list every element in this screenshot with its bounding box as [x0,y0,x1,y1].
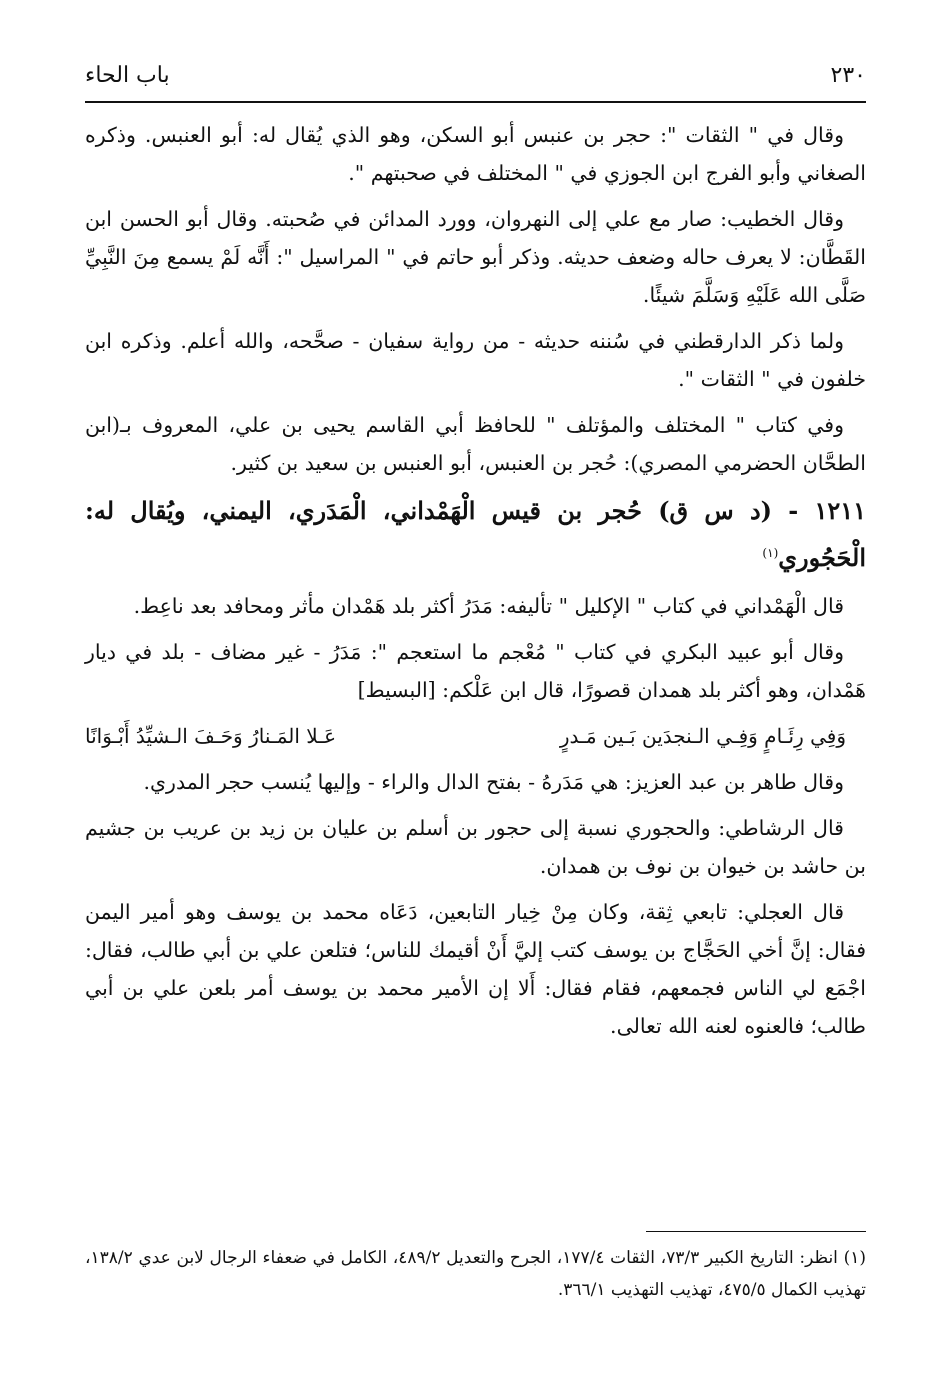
paragraph: ولما ذكر الدارقطني في سُننه حديثه - من رواية سفيان - صحَّحه، والله أعلم. وذكره ابن خلفون في " الثقات ". [85,329,866,391]
footnote: (١) انظر: التاريخ الكبير ٧٣/٣، الثقات ١٧٧/٤، الجرح والتعديل ٤٨٩/٢، الكامل في ضعفاء الرجال لابن عدي ١٣٨/٢، تهذيب الكمال ٤٧٥/٥، تهذيب التهذيب ٣٦٦/١. [85,1248,866,1300]
header-divider [85,101,866,103]
paragraph: قال الرشاطي: والحجوري نسبة إلى حجور بن أسلم بن عليان بن زيد بن عريب بن جشيم بن حاشد بن خيوان بن نوف بن همدان. [85,816,866,878]
entry-title-text: ١٢١١ - (د س ق) حُجر بن قيس الْهَمْداني، الْمَدَري، اليمني، ويُقال له: الْحَجُوري [85,496,866,572]
footnote-divider [646,1231,866,1232]
paragraph: وقال أبو عبيد البكري في كتاب " مُعْجم ما استعجم ": مَدَرُ - غير مضاف - بلد في ديار هَمْدان، وهو أكثر بلد همدان قصورًا، قال ابن عَلْكم: [البسيط] [85,640,866,702]
poem-second-hemistich: عَـلا المَـنارُ وَحَـفَ الـشيِّدُ أَبْـوَانًا [85,724,337,748]
footnote-marker: (١) [762,546,779,560]
main-text [85,116,866,1053]
poem-verse [85,717,866,755]
entry-heading [85,490,866,579]
paragraph: وقال طاهر بن عبد العزيز: هي مَدَرهُ - بفتح الدال والراء - وإليها يُنسب حجر المدري. [143,770,844,794]
footnotes [85,1242,866,1306]
page-number: ٢٣٠ [830,62,866,88]
paragraph: قال الْهَمْداني في كتاب " الإكليل " تأليفه: مَدَرُ أكثر بلد هَمْدان مأثر ومحافد بعد ناعِط. [133,594,844,618]
paragraph: وقال الخطيب: صار مع علي إلى النهروان، وورد المدائن في صُحبته. وقال أبو الحسن ابن القَطَّان: لا يعرف حاله وضعف حديثه. وذكر أبو حاتم في " المراسيل ": أَنَّه لَمْ يسمع مِنَ النَّبِيِّ صَلَّى الله عَلَيْهِ وَسَلَّمَ شيئًا. [85,207,866,307]
poem-first-hemistich: وَفِي رِئَـامٍ وَفِـي الـنجدَين بَـين مَـدرٍ [559,724,846,748]
running-header [85,56,866,94]
paragraph: قال العجلي: تابعي ثِقة، وكان مِنْ خِيار التابعين، دَعَاه محمد بن يوسف وهو أمير اليمن فقال: إنَّ أخي الحَجَّاج بن يوسف كتب إليَّ أَنْ أقيمك للناس؛ فتلعن علي بن أبي طالب، فقال: اجْمَع لي الناس فجمعهم، فقام فقال: أَلا إن الأمير محمد بن يوسف أمر بلعن علي بن أبي طالب؛ فالعنوه لعنه الله تعالى. [85,900,866,1038]
paragraph: وقال في " الثقات ": حجر بن عنبس أبو السكن، وهو الذي يُقال له: أبو العنبس. وذكره الصغاني وأبو الفرج ابن الجوزي في " المختلف في صحبتهم ". [85,123,866,185]
paragraph: وفي كتاب " المختلف والمؤتلف " للحافظ أبي القاسم يحيى بن علي، المعروف بـ(ابن الطحَّان الحضرمي المصري): حُجر بن العنبس، أبو العنبس بن سعيد بن كثير. [85,413,866,475]
chapter-title: باب الحاء [85,62,170,88]
